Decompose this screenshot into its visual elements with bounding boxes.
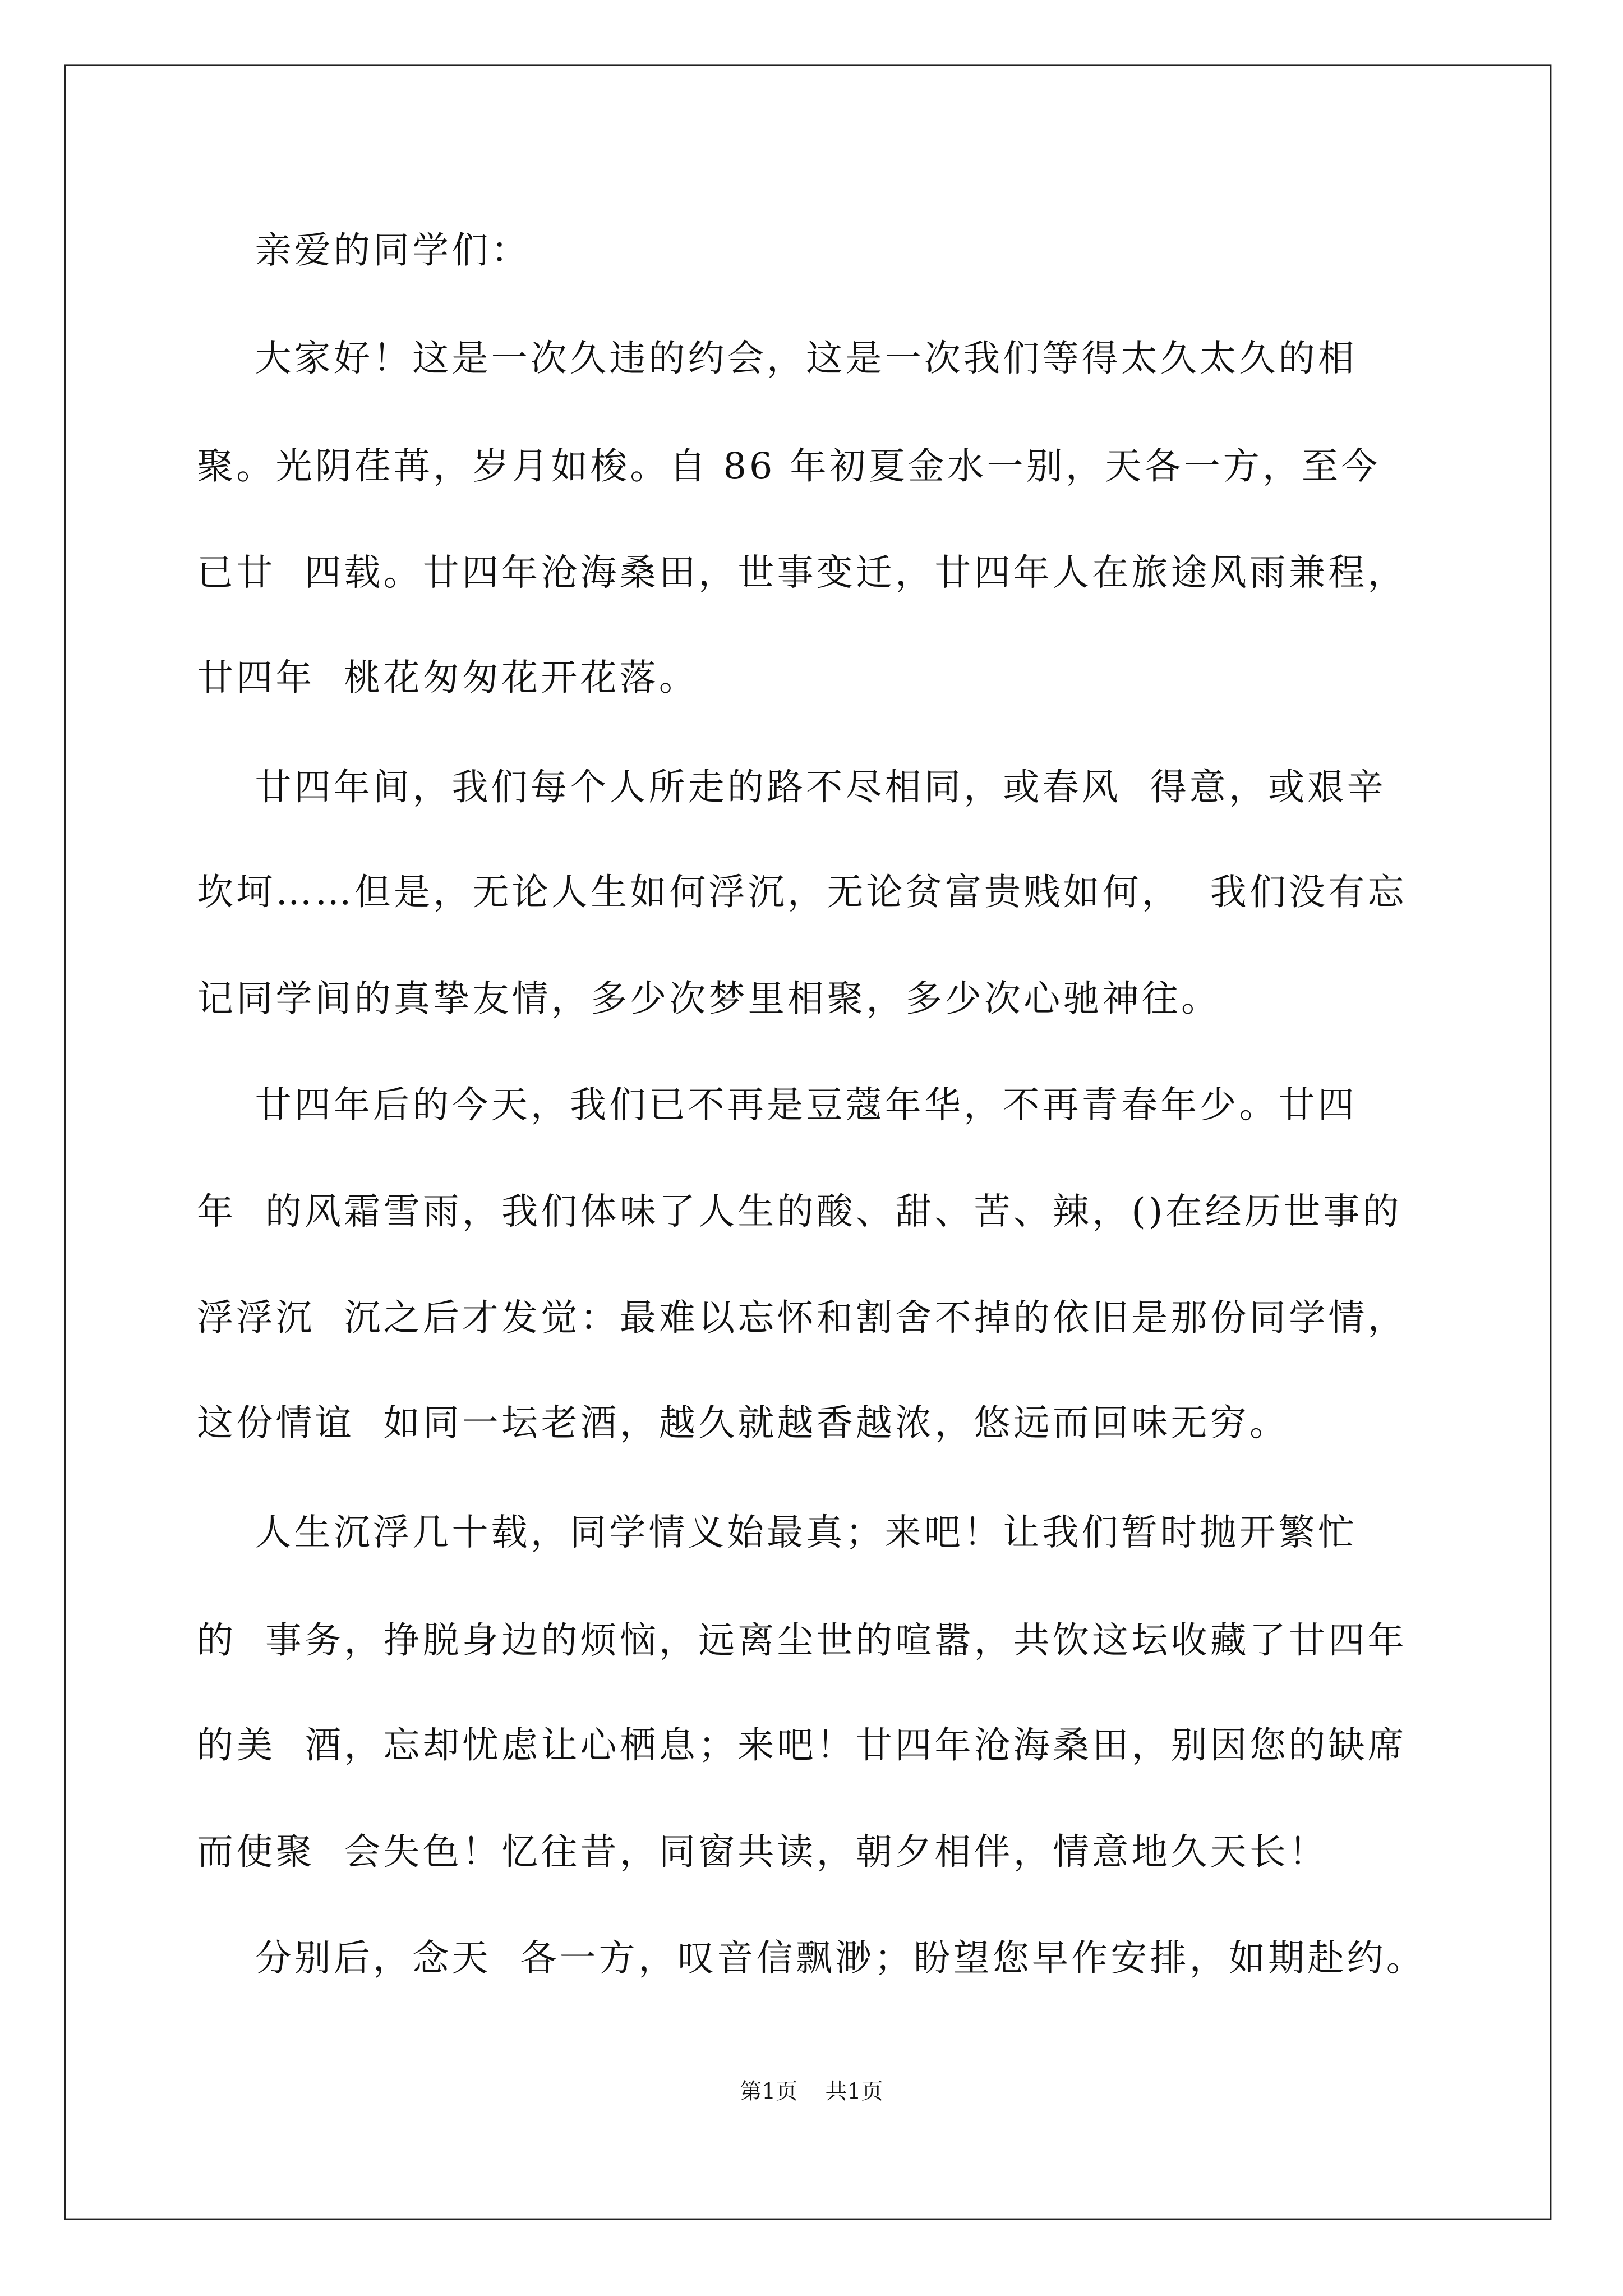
page-number-footer: 第1页 共1页 xyxy=(740,2078,883,2105)
body-line: 这份情谊 如同一坛老酒，越久就越香越浓，悠远而回味无穷。 xyxy=(197,1401,1289,1444)
salutation-line: 亲爱的同学们： xyxy=(197,229,531,272)
body-line: 的美 酒，忘却忧虑让心栖息；来吧！廿四年沧海桑田，别因您的缺席 xyxy=(197,1724,1407,1766)
body-line: 人生沉浮几十载，同学情义始最真；来吧！让我们暂时抛开繁忙 xyxy=(197,1511,1358,1553)
body-line: 坎坷……但是，无论人生如何浮沉，无论贫富贵贱如何， 我们没有忘 xyxy=(197,871,1407,913)
body-line: 年 的风霜雪雨，我们体味了人生的酸、甜、苦、辣，()在经历世事的 xyxy=(197,1190,1402,1232)
body-line: 聚。光阴荏苒，岁月如梭。自 86 年初夏金水一别，天各一方，至今 xyxy=(197,445,1381,487)
body-line: 廿四年间，我们每个人所走的路不尽相同，或春风 得意，或艰辛 xyxy=(197,766,1386,808)
body-line: 浮浮沉 沉之后才发觉：最难以忘怀和割舍不掉的依旧是那份同学情， xyxy=(197,1296,1407,1339)
body-line: 廿四年后的今天，我们已不再是豆蔻年华，不再青春年少。廿四 xyxy=(197,1083,1358,1126)
body-line: 大家好！这是一次久违的约会，这是一次我们等得太久太久的相 xyxy=(197,337,1358,379)
body-line: 已廿 四载。廿四年沧海桑田，世事变迁，廿四年人在旅途风雨兼程， xyxy=(197,551,1407,594)
body-line: 记同学间的真挚友情，多少次梦里相聚，多少次心驰神往。 xyxy=(197,977,1221,1020)
page-border xyxy=(64,64,1551,2220)
body-line: 分别后，念天 各一方，叹音信飘渺；盼望您早作安排，如期赴约。 xyxy=(197,1936,1426,1980)
body-line: 廿四年 桃花匆匆花开花落。 xyxy=(197,656,699,699)
body-line: 而使聚 会失色！忆往昔，同窗共读，朝夕相伴，情意地久天长！ xyxy=(197,1830,1329,1873)
body-line: 的 事务，挣脱身边的烦恼，远离尘世的喧嚣，共饮这坛收藏了廿四年 xyxy=(197,1619,1407,1662)
